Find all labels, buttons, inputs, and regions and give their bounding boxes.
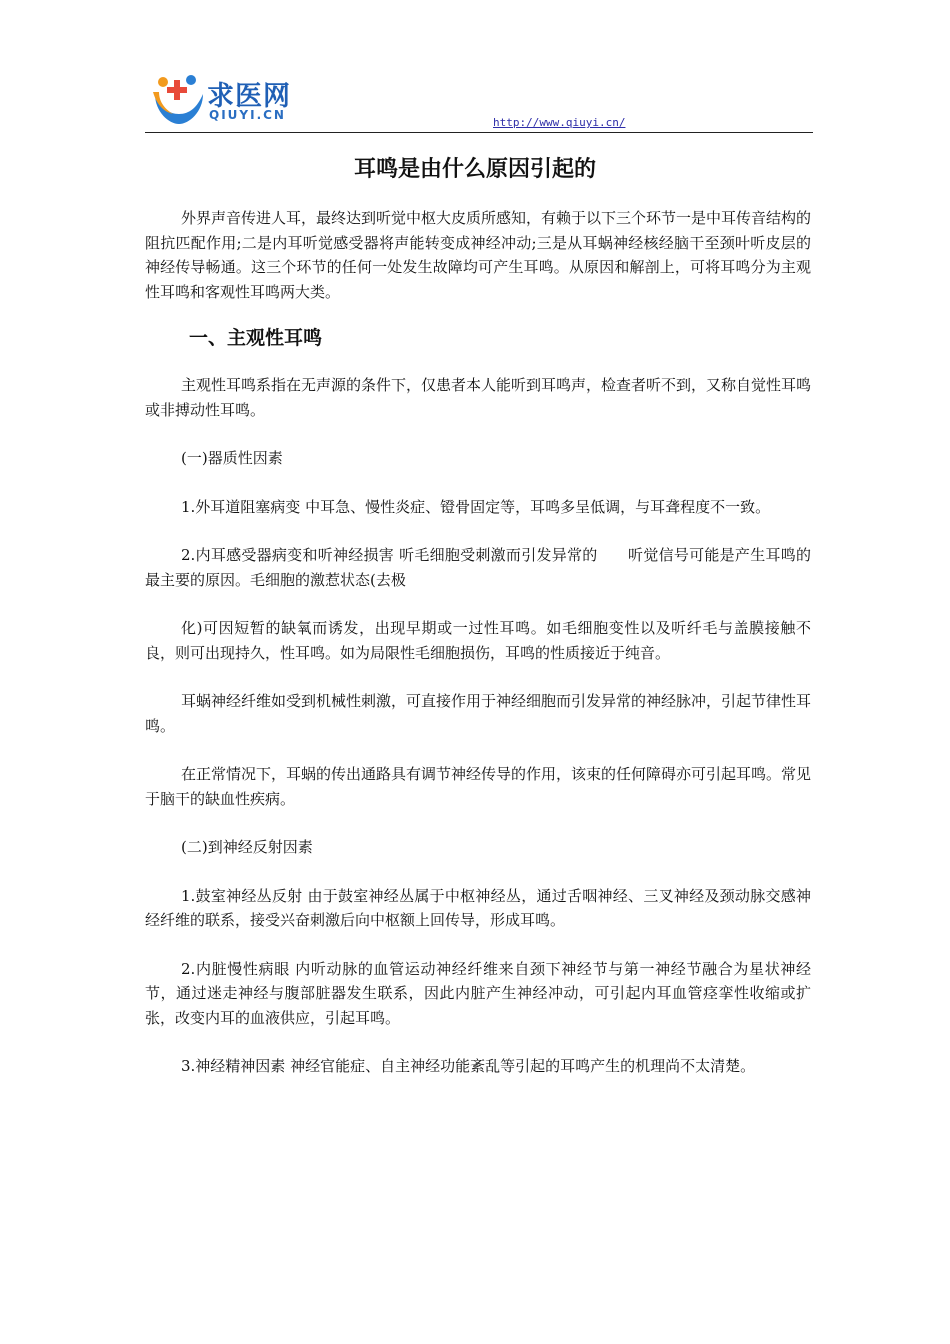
efferent-pathway-paragraph: 在正常情况下，耳蜗的传出通路具有调节神经传导的作用，该束的任何障碍亦可引起耳鸣。常见于脑干的缺血性疾病。 bbox=[145, 765, 812, 808]
reflex-item-1: 1.鼓室神经丛反射 由于鼓室神经丛属于中枢神经丛，通过舌咽神经、三叉神经及颈动脉交感神经纤维的联系，接受兴奋刺激后向中枢额上回传导，形成耳鸣。 bbox=[145, 886, 811, 929]
section-heading-subjective: 一、主观性耳鸣 bbox=[189, 327, 323, 349]
reflex-item-3: 3.神经精神因素 神经官能症、自主神经功能紊乱等引起的耳鸣产生的机理尚不太清楚。 bbox=[181, 1057, 756, 1075]
page-header bbox=[145, 60, 813, 134]
qiuyi-logo[interactable] bbox=[151, 68, 351, 130]
document-title: 耳鸣是由什么原因引起的 bbox=[353, 157, 596, 182]
organic-item-2-part2: 化)可因短暂的缺氧而诱发，出现早期或一过性耳鸣。如毛细胞变性以及听纤毛与盖膜接触不良，则可出现持久，性耳鸣。如为局限性毛细胞损伤，耳鸣的性质接近于纯音。 bbox=[145, 619, 811, 662]
header-divider bbox=[145, 132, 813, 133]
organic-item-1: 1.外耳道阻塞病变 中耳急、慢性炎症、镫骨固定等，耳鸣多呈低调，与耳聋程度不一致。 bbox=[181, 497, 771, 516]
document-body bbox=[145, 206, 811, 1079]
site-url-link[interactable]: http://www.qiuyi.cn/ bbox=[493, 116, 626, 129]
subheading-organic-factors: (一)器质性因素 bbox=[181, 449, 283, 467]
cochlear-nerve-paragraph: 耳蜗神经纤维如受到机械性刺激，可直接作用于神经细胞而引发异常的神经脉冲，引起节律性耳鸣。 bbox=[145, 692, 812, 735]
organic-item-2-part1: 2.内耳感受器病变和听神经损害 听毛细胞受刺激而引发异常的 听觉信号可能是产生耳鸣的最主要的原因。毛细胞的激惹状态(去极 bbox=[145, 546, 811, 589]
logo-english-text: QIUYI.CN bbox=[209, 108, 286, 122]
intro-paragraph: 外界声音传进人耳，最终达到听觉中枢大皮质所感知，有赖于以下三个环节一是中耳传音结构的阻抗匹配作用;二是内耳听觉感受器将声能转变成神经冲动;三是从耳蜗神经核经脑干至颈叶听皮层的神经传导畅通。这三个环节的任何一处发生故障均可产生耳鸣。从原因和解剖上，可将耳鸣分为主观性耳鸣和客观性耳鸣两大类。 bbox=[145, 209, 812, 301]
subheading-neural-reflex: (二)到神经反射因素 bbox=[181, 838, 313, 856]
subjective-definition-paragraph: 主观性耳鸣系指在无声源的条件下，仅患者本人能听到耳鸣声，检查者听不到，又称自觉性耳鸣或非搏动性耳鸣。 bbox=[145, 376, 812, 419]
reflex-item-2: 2.内脏慢性病眼 内听动脉的血管运动神经纤维来自颈下神经节与第一神经节融合为星状神经节，通过迷走神经与腹部脏器发生联系，因此内脏产生神经冲动，可引起内耳血管痉挛性收缩或扩张，改变内耳的血液供应，引起耳鸣。 bbox=[145, 959, 811, 1027]
logo-figures-icon bbox=[151, 68, 207, 130]
logo-chinese-text: 求医网 bbox=[207, 81, 291, 112]
